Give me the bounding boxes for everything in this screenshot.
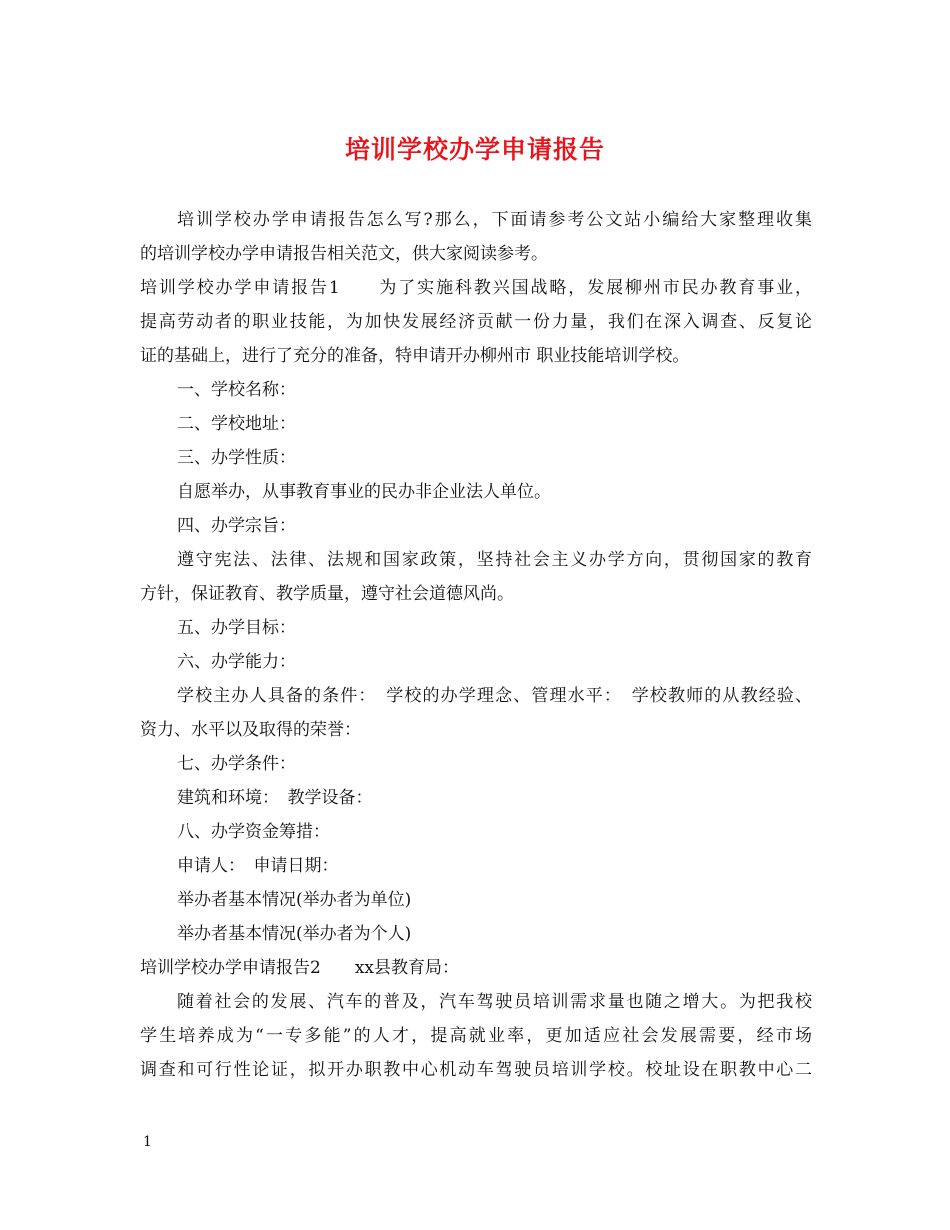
document-title: 培训学校办学申请报告 [344,135,605,164]
section-heading: 三、办学性质： [177,448,296,468]
paragraph-line: 学校主办人具备的条件： 学校的办学理念、管理水平： 学校教师的从教经验、 [177,686,812,706]
paragraph-line: 举办者基本情况(举办者为个人) [177,924,412,944]
paragraph-line: 学生培养成为“一专多能”的人才，提高就业率，更加适应社会发展需要，经市场 [140,1026,812,1046]
section-heading: 七、办学条件： [177,754,296,774]
section-heading: 五、办学目标： [177,618,296,638]
paragraph-line: 遵守宪法、法律、法规和国家政策，坚持社会主义办学方向，贯彻国家的教育 [177,550,812,570]
paragraph-line: 培训学校办学申请报告怎么写?那么，下面请参考公文站小编给大家整理收集 [177,210,812,230]
paragraph-line: 提高劳动者的职业技能，为加快发展经济贡献一份力量，我们在深入调查、反复论 [140,312,812,332]
paragraph-line: 调查和可行性论证，拟开办职教中心机动车驾驶员培训学校。校址设在职教中心二 [140,1060,812,1080]
section-heading: 一、学校名称： [177,380,296,400]
paragraph-line: 自愿举办，从事教育事业的民办非企业法人单位。 [177,482,551,502]
paragraph-line: 培训学校办学申请报告2 xx县教育局： [140,958,459,978]
document-body [140,203,830,1087]
paragraph-line: 培训学校办学申请报告1 为了实施科教兴国战略，发展柳州市民办教育事业， [140,278,812,298]
section-heading: 四、办学宗旨： [177,516,296,536]
paragraph-line: 举办者基本情况(举办者为单位) [177,890,412,910]
section-heading: 八、办学资金筹措： [177,822,330,842]
paragraph-line: 的培训学校办学申请报告相关范文，供大家阅读参考。 [140,244,548,264]
section-heading: 二、学校地址： [177,414,296,434]
section-heading: 六、办学能力： [177,652,296,672]
paragraph-line: 方针，保证教育、教学质量，遵守社会道德风尚。 [140,584,514,604]
paragraph-line: 随着社会的发展、汽车的普及，汽车驾驶员培训需求量也随之增大。为把我校 [177,992,812,1012]
paragraph-line: 资力、水平以及取得的荣誉： [140,720,361,740]
paragraph-line: 证的基础上，进行了充分的准备，特申请开办柳州市 职业技能培训学校。 [140,346,690,366]
page-number: 1 [143,1134,152,1150]
paragraph-line: 申请人： 申请日期： [177,856,339,876]
paragraph-line: 建筑和环境： 教学设备： [177,788,373,808]
